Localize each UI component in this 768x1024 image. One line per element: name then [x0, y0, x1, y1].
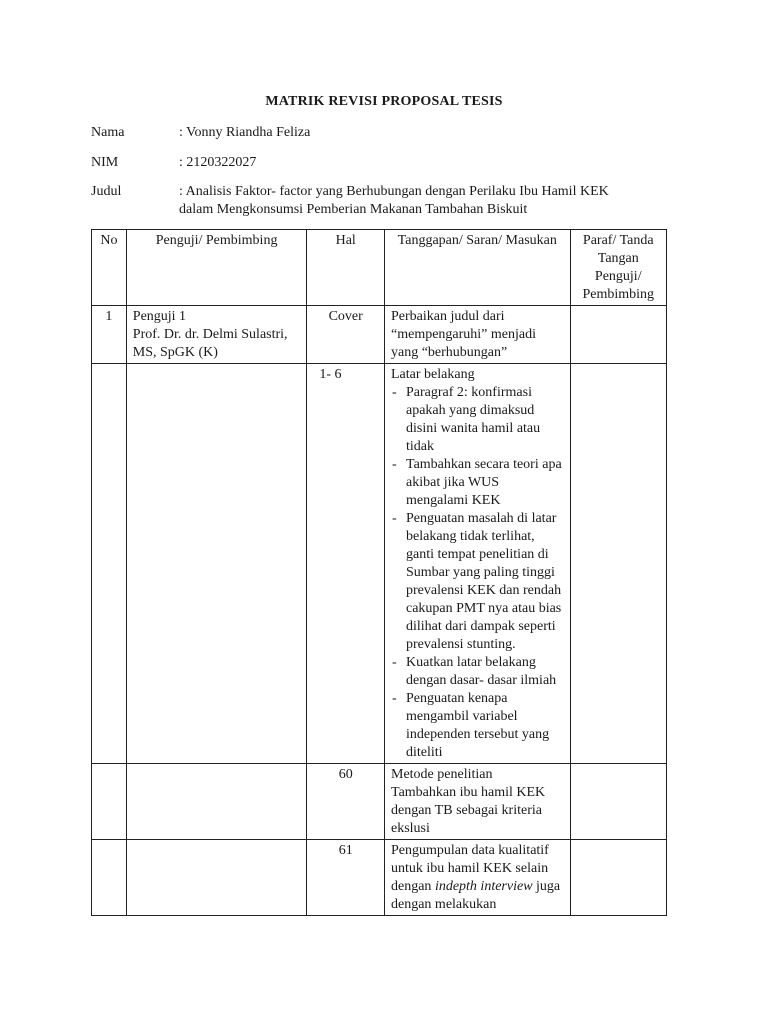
revision-matrix-table — [91, 229, 667, 916]
judul-value — [179, 183, 679, 219]
row-4-tanggapan-italic: indepth interview — [434, 879, 533, 894]
row-3-hal: 60 — [307, 764, 385, 840]
row-4-no — [92, 840, 127, 916]
row-4-hal: 61 — [307, 840, 385, 916]
row-3-tanggapan-body: Tambahkan ibu hamil KEK dengan TB sebagai kriteria ekslusi — [391, 785, 546, 836]
nim-label: NIM — [91, 155, 119, 170]
table-row — [92, 764, 667, 840]
row-3-no — [92, 764, 127, 840]
row-2-tanggapan-intro: Latar belakang — [391, 367, 475, 382]
row-1-tanggapan: Perbaikan judul dari “mempengaruhi” menjadi yang “berhubungan” — [385, 306, 571, 364]
list-item: - Penguatan kenapa mengambil variabel independen tersebut yang diteliti — [391, 690, 564, 762]
list-item: - Paragraf 2: konfirmasi apakah yang dimaksud disini wanita hamil atau tidak — [391, 384, 564, 456]
judul-value-line1: : Analisis Faktor- factor yang Berhubungan dengan Perilaku Ibu Hamil KEK — [179, 184, 609, 199]
row-2-tanggapan — [385, 364, 571, 764]
row-2-hal: 1- 6 — [307, 364, 385, 764]
header-hal: Hal — [307, 230, 385, 306]
row-3-paraf — [570, 764, 666, 840]
row-1-penguji — [126, 306, 307, 364]
latar-belakang-list — [391, 384, 564, 762]
row-3-tanggapan — [385, 764, 571, 840]
document-title: MATRIK REVISI PROPOSAL TESIS — [265, 94, 503, 109]
nama-label: Nama — [91, 125, 125, 140]
nim-value: : 2120322027 — [179, 155, 257, 170]
row-1-no: 1 — [92, 306, 127, 364]
header-no: No — [92, 230, 127, 306]
row-4-tanggapan-post: juga dengan melakukan — [391, 879, 561, 912]
row-4-penguji — [126, 840, 307, 916]
row-4-tanggapan-pre: Pengumpulan data kualitatif untuk ibu hamil KEK selain dengan — [391, 843, 549, 894]
list-item: - Penguatan masalah di latar belakang tidak terlihat, ganti tempat penelitian di Sumbar yang paling tinggi prevalensi KEK dan rendah cakupan PMT nya atau bias dilihat dari dampak seperti prevalensi stunting. — [391, 510, 564, 654]
row-2-penguji — [126, 364, 307, 764]
row-4-tanggapan — [385, 840, 571, 916]
row-1-penguji-name: Prof. Dr. dr. Delmi Sulastri, MS, SpGK (K) — [132, 327, 288, 360]
table-header-row — [92, 230, 667, 306]
judul-value-line2: dalam Mengkonsumsi Pemberian Makanan Tambahan Biskuit — [179, 202, 528, 217]
table-row — [92, 840, 667, 916]
judul-label: Judul — [91, 184, 122, 199]
row-4-paraf — [570, 840, 666, 916]
nama-value: : Vonny Riandha Feliza — [179, 125, 311, 140]
row-1-paraf — [570, 306, 666, 364]
row-1-hal: Cover — [307, 306, 385, 364]
row-2-paraf — [570, 364, 666, 764]
header-penguji: Penguji/ Pembimbing — [126, 230, 307, 306]
header-tanggapan: Tanggapan/ Saran/ Masukan — [385, 230, 571, 306]
table-row — [92, 306, 667, 364]
list-item: - Kuatkan latar belakang dengan dasar- dasar ilmiah — [391, 654, 564, 690]
row-3-tanggapan-heading: Metode penelitian — [391, 767, 493, 782]
row-1-penguji-role: Penguji 1 — [132, 309, 187, 324]
header-paraf: Paraf/ Tanda Tangan Penguji/ Pembimbing — [570, 230, 666, 306]
row-2-no — [92, 364, 127, 764]
list-item: - Tambahkan secara teori apa akibat jika WUS mengalami KEK — [391, 456, 564, 510]
table-row — [92, 364, 667, 764]
row-3-penguji — [126, 764, 307, 840]
